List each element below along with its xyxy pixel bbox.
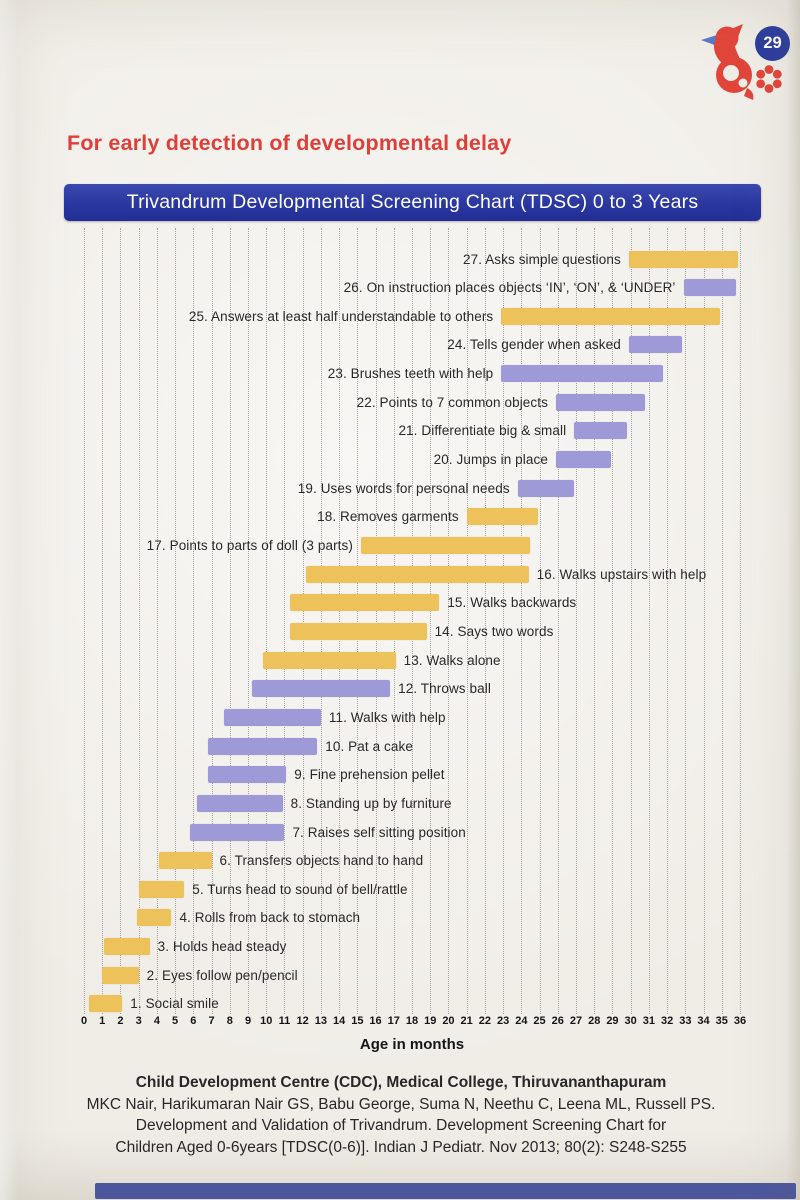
x-tick-0: 0 <box>80 1015 88 1027</box>
milestone-bar-19 <box>518 480 574 497</box>
x-tick-35: 35 <box>715 1015 728 1027</box>
milestone-label-2: 2. Eyes follow pen/pencil <box>146 967 298 983</box>
tdsc-chart <box>80 228 747 1068</box>
milestone-label-14: 14. Says two words <box>434 623 554 639</box>
x-tick-4: 4 <box>153 1015 160 1027</box>
x-tick-30: 30 <box>624 1015 637 1027</box>
gridline-month-33 <box>685 228 686 1014</box>
milestone-bar-11 <box>224 709 321 726</box>
milestone-label-1: 1. Social smile <box>130 996 219 1012</box>
milestone-bar-27 <box>629 251 738 268</box>
milestone-bar-9 <box>208 766 286 783</box>
milestone-bar-6 <box>159 852 212 869</box>
milestone-bar-26 <box>684 279 737 296</box>
page-number: 29 <box>763 34 782 52</box>
milestone-label-22: 22. Points to 7 common objects <box>356 394 548 410</box>
milestone-bar-24 <box>629 336 682 353</box>
x-tick-5: 5 <box>172 1015 179 1027</box>
milestone-label-13: 13. Walks alone <box>403 652 501 668</box>
x-tick-6: 6 <box>190 1015 197 1027</box>
chart-title-banner: Trivandrum Developmental Screening Chart (TDSC) 0 to 3 Years <box>64 184 761 221</box>
x-tick-24: 24 <box>515 1015 528 1027</box>
milestone-bar-12 <box>252 680 390 697</box>
milestone-label-20: 20. Jumps in place <box>433 452 548 468</box>
milestone-label-17: 17. Points to parts of doll (3 parts) <box>146 538 353 553</box>
milestone-bar-7 <box>190 824 285 841</box>
x-tick-28: 28 <box>588 1015 601 1027</box>
milestone-bar-25 <box>501 308 720 325</box>
x-tick-19: 19 <box>424 1015 437 1027</box>
x-tick-9: 9 <box>244 1015 252 1027</box>
milestone-bar-21 <box>574 422 627 439</box>
footer-line-3: Development and Validation of Trivandrum. Development Screening Chart for <box>135 1117 667 1134</box>
footer-citation <box>50 1072 752 1158</box>
milestone-bar-10 <box>208 738 317 755</box>
milestone-bar-22 <box>556 394 645 411</box>
x-tick-26: 26 <box>551 1015 564 1027</box>
flower-icon <box>754 64 784 94</box>
x-tick-31: 31 <box>642 1015 655 1027</box>
milestone-bar-14 <box>290 623 427 640</box>
x-tick-20: 20 <box>442 1015 455 1027</box>
milestone-label-5: 5. Turns head to sound of bell/rattle <box>192 881 408 897</box>
milestone-label-10: 10. Pat a cake <box>325 738 413 754</box>
gridline-month-35 <box>722 228 723 1014</box>
gridline-month-1 <box>102 228 103 1014</box>
milestone-label-7: 7. Raises self sitting position <box>292 824 466 840</box>
milestone-bar-1 <box>89 995 122 1012</box>
milestone-bar-20 <box>556 451 611 468</box>
milestone-label-11: 11. Walks with help <box>328 709 446 725</box>
x-tick-23: 23 <box>496 1015 510 1027</box>
x-tick-14: 14 <box>332 1015 346 1027</box>
milestone-label-25: 25. Answers at least half understandable to others <box>188 308 494 324</box>
x-tick-25: 25 <box>533 1015 546 1027</box>
milestone-label-16: 16. Walks upstairs with help <box>536 566 707 582</box>
milestone-bar-4 <box>137 909 172 926</box>
gridline-month-18 <box>412 228 413 1014</box>
milestone-label-9: 9. Fine prehension pellet <box>294 767 445 783</box>
milestone-bar-3 <box>104 938 150 955</box>
milestone-bar-2 <box>102 967 138 984</box>
x-tick-36: 36 <box>733 1015 747 1027</box>
milestone-label-19: 19. Uses words for personal needs <box>297 480 510 496</box>
gridline-month-36 <box>740 228 741 1014</box>
milestone-label-26: 26. On instruction places objects ‘IN’, ‘ON’, & ‘UNDER’ <box>343 280 676 296</box>
x-tick-27: 27 <box>569 1015 583 1027</box>
milestone-label-8: 8. Standing up by furniture <box>290 795 452 811</box>
x-tick-15: 15 <box>351 1015 364 1027</box>
milestone-label-23: 23. Brushes teeth with help <box>327 366 494 382</box>
logo-cluster <box>690 20 786 104</box>
milestone-bar-16 <box>306 566 528 583</box>
bottom-border-bar <box>95 1183 796 1199</box>
milestone-label-15: 15. Walks backwards <box>447 595 577 611</box>
x-tick-34: 34 <box>697 1015 710 1027</box>
x-tick-1: 1 <box>99 1015 106 1027</box>
x-tick-10: 10 <box>260 1015 273 1027</box>
gridline-month-19 <box>430 228 431 1014</box>
milestone-bar-8 <box>197 795 283 812</box>
footer-line-1: Child Development Centre (CDC), Medical College, Thiruvananthapuram <box>135 1074 667 1091</box>
x-tick-11: 11 <box>278 1015 291 1027</box>
gridline-month-34 <box>704 228 705 1014</box>
x-tick-17: 17 <box>387 1015 400 1027</box>
x-tick-32: 32 <box>660 1015 674 1027</box>
x-axis-title: Age in months <box>359 1036 465 1053</box>
milestone-label-24: 24. Tells gender when asked <box>447 337 621 353</box>
milestone-label-27: 27. Asks simple questions <box>463 251 621 267</box>
x-tick-33: 33 <box>679 1015 692 1027</box>
footer-line-2: MKC Nair, Harikumaran Nair GS, Babu George, Suma N, Neethu C, Leena ML, Russell PS. <box>86 1095 716 1113</box>
footer-line-4: Children Aged 0-6years [TDSC(0-6)]. Indian J Pediatr. Nov 2013; 80(2): S248-S255 <box>115 1138 687 1156</box>
gridline-month-0 <box>84 228 85 1014</box>
x-tick-8: 8 <box>226 1015 233 1027</box>
x-tick-2: 2 <box>117 1015 124 1027</box>
x-tick-18: 18 <box>405 1015 419 1027</box>
milestone-label-3: 3. Holds head steady <box>157 939 287 955</box>
milestone-label-12: 12. Throws ball <box>398 681 491 697</box>
milestone-bar-13 <box>263 652 396 669</box>
page-heading: For early detection of developmental delay <box>67 131 512 155</box>
milestone-label-21: 21. Differentiate big & small <box>398 423 567 439</box>
milestone-label-18: 18. Removes garments <box>317 509 459 525</box>
milestone-bar-18 <box>467 508 538 525</box>
x-tick-29: 29 <box>606 1015 619 1027</box>
milestone-bar-23 <box>501 365 663 382</box>
x-tick-7: 7 <box>208 1015 215 1027</box>
milestone-bar-17 <box>361 537 530 554</box>
milestone-label-4: 4. Rolls from back to stomach <box>179 910 361 926</box>
x-tick-21: 21 <box>460 1015 473 1027</box>
x-tick-22: 22 <box>478 1015 491 1027</box>
milestone-bar-15 <box>290 594 439 611</box>
gridline-month-2 <box>120 228 121 1014</box>
x-tick-3: 3 <box>135 1015 142 1027</box>
milestone-label-6: 6. Transfers objects hand to hand <box>219 853 424 869</box>
milestone-bar-5 <box>139 881 185 898</box>
x-tick-13: 13 <box>314 1015 327 1027</box>
page-number-badge <box>755 26 790 61</box>
x-tick-12: 12 <box>296 1015 309 1027</box>
x-tick-16: 16 <box>369 1015 382 1027</box>
